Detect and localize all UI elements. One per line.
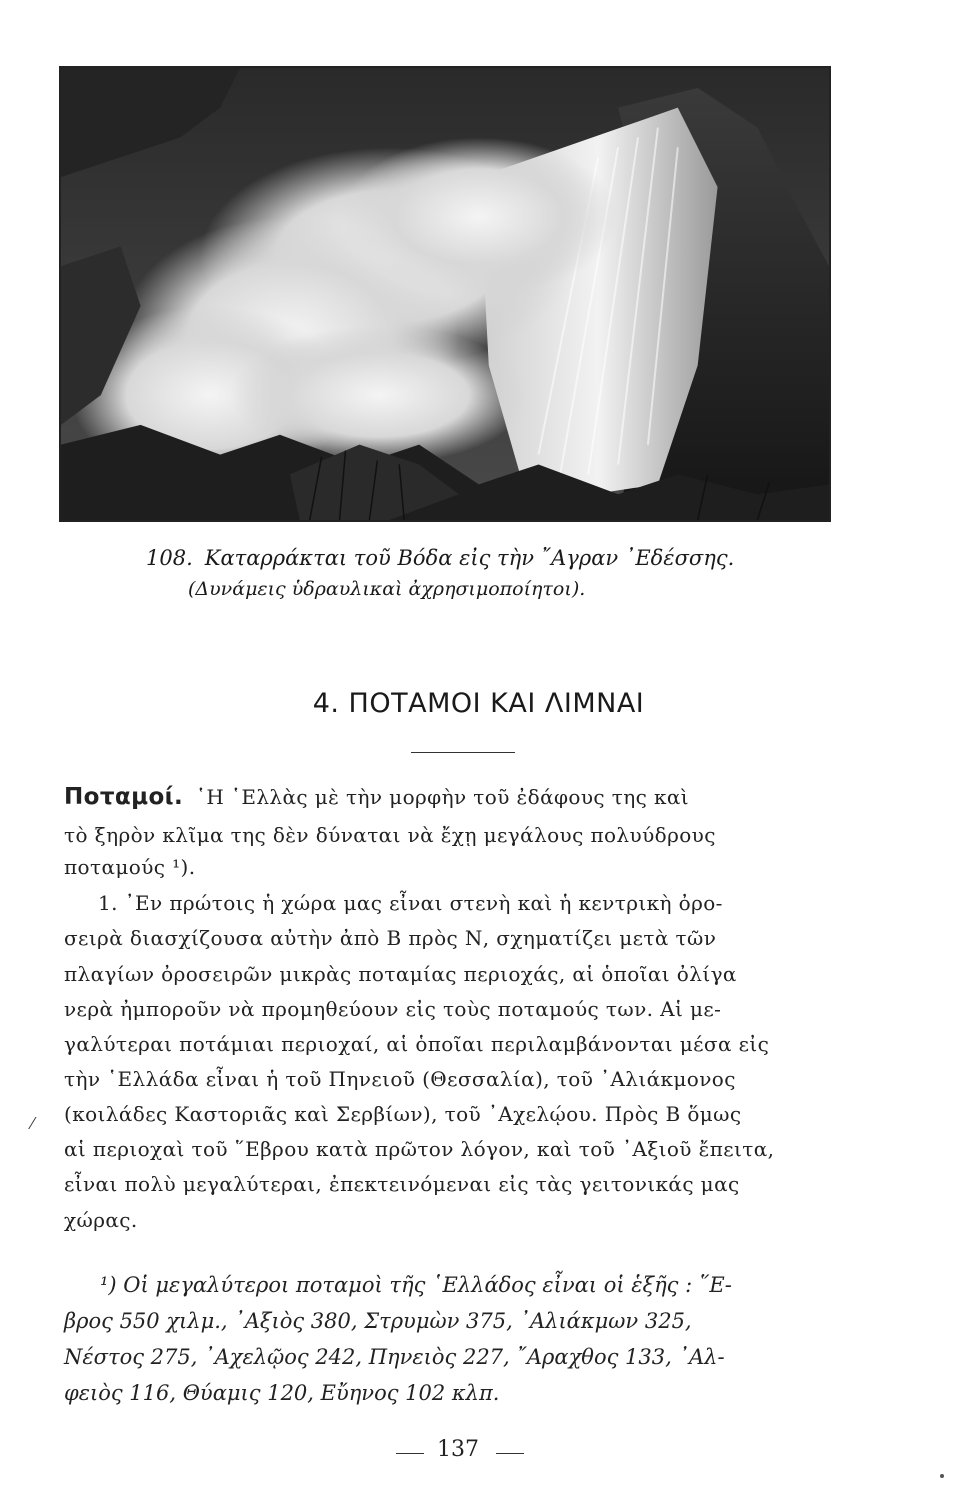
section-label: Ποταμοί. — [64, 784, 184, 810]
figure-number: 108. — [146, 546, 193, 570]
body-line: τὴν ῾Ελλάδα εἶναι ἡ τοῦ Πηνειοῦ (Θεσσαλία), τοῦ ᾿Αλιάκμονος — [64, 1067, 736, 1091]
body-line: σειρὰ διασχίζουσα αὐτὴν ἀπὸ Β πρὸς Ν, σχηματίζει μετὰ τῶν — [64, 926, 717, 950]
waterfall-photo — [59, 66, 831, 522]
heading-divider — [411, 752, 515, 753]
body-line: 1. ᾿Εν πρώτοις ἡ χώρα μας εἶναι στενὴ καὶ ἡ κεντρικὴ ὀρο- — [98, 891, 723, 915]
figure-caption-note: (Δυνάμεις ὑδραυλικαὶ ἀχρησιμοποίητοι). — [188, 578, 586, 600]
body-line: χώρας. — [64, 1208, 138, 1232]
footnote-line: βρος 550 χιλμ., ᾿Αξιὸς 380, Στρυμὼν 375, ᾿Αλιάκμων 325, — [64, 1309, 692, 1333]
footnote-line: ¹) Οἱ μεγαλύτεροι ποταμοὶ τῆς ῾Ελλάδος εἶναι οἱ ἑξῆς : ῞Ε- — [100, 1273, 732, 1297]
body-line: ποταμούς ¹). — [64, 855, 196, 879]
footnote-line: φειὸς 116, Θύαμις 120, Εὔηνος 102 κλπ. — [64, 1381, 500, 1405]
body-line: νερὰ ἠμποροῦν νὰ προμηθεύουν εἰς τοὺς ποταμούς των. Αἱ με- — [64, 997, 722, 1021]
figure-caption — [146, 546, 734, 570]
waterfall-illustration — [61, 68, 829, 520]
page-number-dash-left — [396, 1453, 424, 1454]
body-line — [64, 784, 689, 810]
scan-speck — [940, 1474, 944, 1478]
section-heading: 4. ΠΟΤΑΜΟΙ ΚΑΙ ΛΙΜΝΑΙ — [312, 688, 645, 719]
page-number-dash-right — [496, 1453, 524, 1454]
body-line: τὸ ξηρὸν κλῖμα της δὲν δύναται νὰ ἔχῃ μεγάλους πολυύδρους — [64, 823, 716, 847]
body-line-text: ῾Η ῾Ελλὰς μὲ τὴν μορφὴν τοῦ ἐδάφους της καὶ — [195, 785, 690, 809]
figure-title: Καταρράκται τοῦ Βόδα εἰς τὴν ῎Αγραν ᾿Εδέσσης. — [204, 546, 735, 570]
body-line: γαλύτεραι ποτάμιαι περιοχαί, αἱ ὁποῖαι περιλαμβάνονται μέσα εἰς — [64, 1032, 770, 1056]
body-line: εἶναι πολὺ μεγαλύτεραι, ἐπεκτεινόμεναι εἰς τὰς γειτονικάς μας — [64, 1172, 740, 1196]
body-line: (κοιλάδες Καστοριᾶς καὶ Σερβίων), τοῦ ᾿Αχελῴου. Πρὸς Β ὅμως — [64, 1102, 742, 1126]
footnote-line: Νέστος 275, ᾿Αχελῷος 242, Πηνειὸς 227, ῎Αραχθος 133, ᾿Αλ- — [64, 1345, 725, 1369]
body-line: πλαγίων ὀροσειρῶν μικρὰς ποταμίας περιοχάς, αἱ ὁποῖαι ὀλίγα — [64, 962, 737, 986]
margin-mark: ⁄ — [31, 1114, 34, 1133]
page-number: 137 — [437, 1437, 479, 1462]
body-line: αἱ περιοχαὶ τοῦ ῞Εβρου κατὰ πρῶτον λόγον, καὶ τοῦ ᾿Αξιοῦ ἔπειτα, — [64, 1137, 775, 1161]
